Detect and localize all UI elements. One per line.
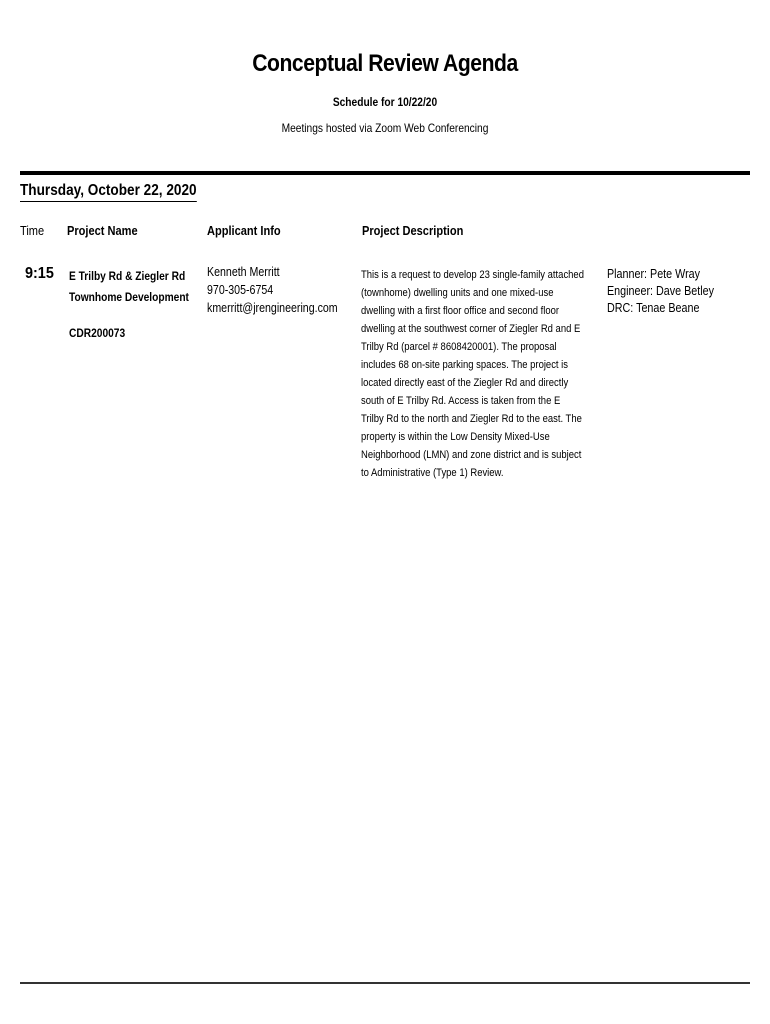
description-line: property is within the Low Density Mixed-Use [361,431,550,443]
applicant-email: kmerritt@jrengineering.com [207,301,338,315]
project-name [69,266,189,308]
applicant-phone: 970-305-6754 [207,283,274,297]
planner: Planner: Pete Wray [607,267,701,281]
description-line: dwelling at the southwest corner of Ziegler Rd and E [361,323,581,335]
description-line: This is a request to develop 23 single-family attached [361,269,584,281]
project-description [361,266,584,482]
column-header-project: Project Name [67,223,138,238]
engineer: Engineer: Dave Betley [607,284,714,298]
schedule-date: Schedule for 10/22/20 [332,95,438,109]
footer-divider [20,982,750,984]
description-line: (townhome) dwelling units and one mixed-use [361,287,554,299]
day-heading: Thursday, October 22, 2020 [20,182,197,202]
section-divider [20,171,750,175]
column-header-applicant: Applicant Info [207,223,281,238]
description-line: Trilby Rd to the north and Ziegler Rd to the east. The [361,413,582,425]
description-line: south of E Trilby Rd. Access is taken from the E [361,395,561,407]
page-title: Conceptual Review Agenda [252,50,518,77]
description-line: includes 68 on-site parking spaces. The project is [361,359,569,371]
project-name-line: E Trilby Rd & Ziegler Rd [69,269,186,283]
description-line: dwelling with a first floor office and second floor [361,305,560,317]
description-line: Trilby Rd (parcel # 8608420001). The proposal [361,341,557,353]
project-name-line: Townhome Development [69,290,189,304]
applicant-name: Kenneth Merritt [207,265,280,279]
description-line: Neighborhood (LMN) and zone district and is subject [361,449,582,461]
applicant-info [207,263,338,317]
column-header-description: Project Description [362,223,464,238]
meeting-time: 9:15 [25,265,54,282]
project-id: CDR200073 [69,326,126,340]
drc: DRC: Tenae Beane [607,301,700,315]
staff-assignments [607,266,714,317]
meeting-note: Meetings hosted via Zoom Web Conferencing [281,121,489,135]
description-line: located directly east of the Ziegler Rd and directly [361,377,569,389]
column-header-time: Time [20,223,45,238]
description-line: to Administrative (Type 1) Review. [361,467,504,479]
